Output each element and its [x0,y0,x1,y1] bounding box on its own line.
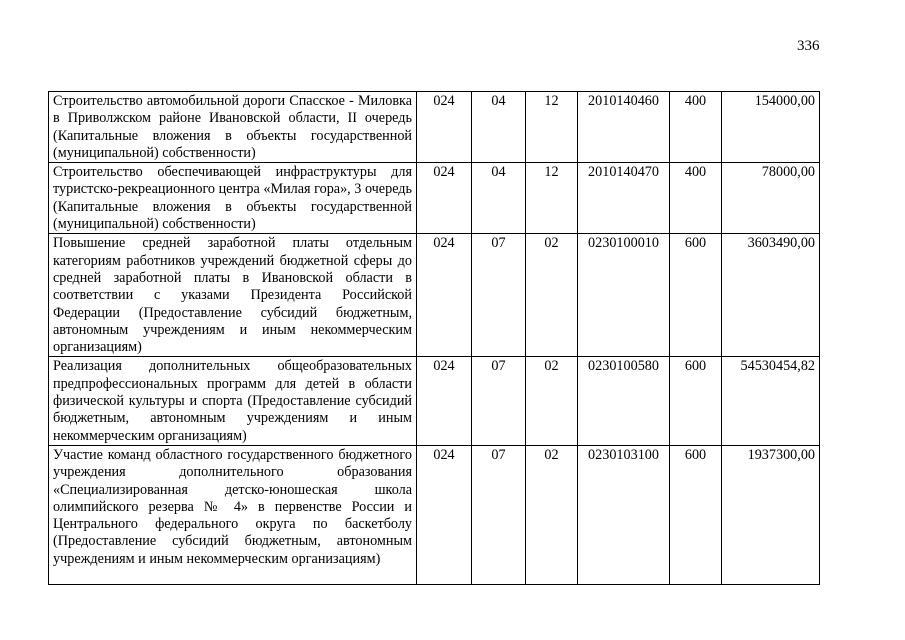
budget-table [48,91,820,585]
subsection-code: 12 [526,92,578,163]
expense-type-code: 400 [670,92,722,163]
target-article-code: 0230100010 [578,234,670,357]
row-description: Участие команд областного государственного бюджетного учреждения дополнительного образования «Специализированная детско-юношеская школа олимпийского резерва № 4» в первенстве России и Центрального федерального округа по баскетболу (Предоставление субсидий бюджетным, автономным учреждениям и иным некоммерческим организациям) [49,445,417,584]
amount-value: 78000,00 [722,163,820,234]
subsection-code: 02 [526,234,578,357]
table-row [49,92,820,163]
target-article-code: 0230103100 [578,445,670,584]
table-row [49,234,820,357]
subsection-code: 02 [526,445,578,584]
row-description: Строительство автомобильной дороги Спасское - Миловка в Приволжском районе Ивановской области, II очередь (Капитальные вложения в объекты государственной (муниципальной) собственности) [49,92,417,163]
table-row [49,357,820,445]
subsection-code: 02 [526,357,578,445]
target-article-code: 2010140470 [578,163,670,234]
amount-value: 54530454,82 [722,357,820,445]
ministry-code: 024 [417,92,472,163]
ministry-code: 024 [417,163,472,234]
expense-type-code: 600 [670,357,722,445]
row-description: Повышение средней заработной платы отдельным категориям работников учреждений бюджетной сферы до средней заработной платы в Ивановской области в соответствии с указами Президента Российской Федерации (Предоставление субсидий бюджетным, автономным учреждениям и иным некоммерческим организациям) [49,234,417,357]
target-article-code: 0230100580 [578,357,670,445]
table-row [49,445,820,584]
expense-type-code: 600 [670,445,722,584]
ministry-code: 024 [417,234,472,357]
section-code: 07 [472,234,526,357]
amount-value: 154000,00 [722,92,820,163]
subsection-code: 12 [526,163,578,234]
expense-type-code: 600 [670,234,722,357]
section-code: 04 [472,92,526,163]
ministry-code: 024 [417,357,472,445]
section-code: 07 [472,445,526,584]
section-code: 07 [472,357,526,445]
amount-value: 3603490,00 [722,234,820,357]
page-number: 336 [797,38,820,54]
table-row [49,163,820,234]
target-article-code: 2010140460 [578,92,670,163]
ministry-code: 024 [417,445,472,584]
amount-value: 1937300,00 [722,445,820,584]
expense-type-code: 400 [670,163,722,234]
row-description: Строительство обеспечивающей инфраструктуры для туристско-рекреационного центра «Милая гора», 3 очередь (Капитальные вложения в объекты государственной (муниципальной) собственности) [49,163,417,234]
row-description: Реализация дополнительных общеобразовательных предпрофессиональных программ для детей в области физической культуры и спорта (Предоставление субсидий бюджетным, автономным учреждениям и иным некоммерческим организациям) [49,357,417,445]
section-code: 04 [472,163,526,234]
